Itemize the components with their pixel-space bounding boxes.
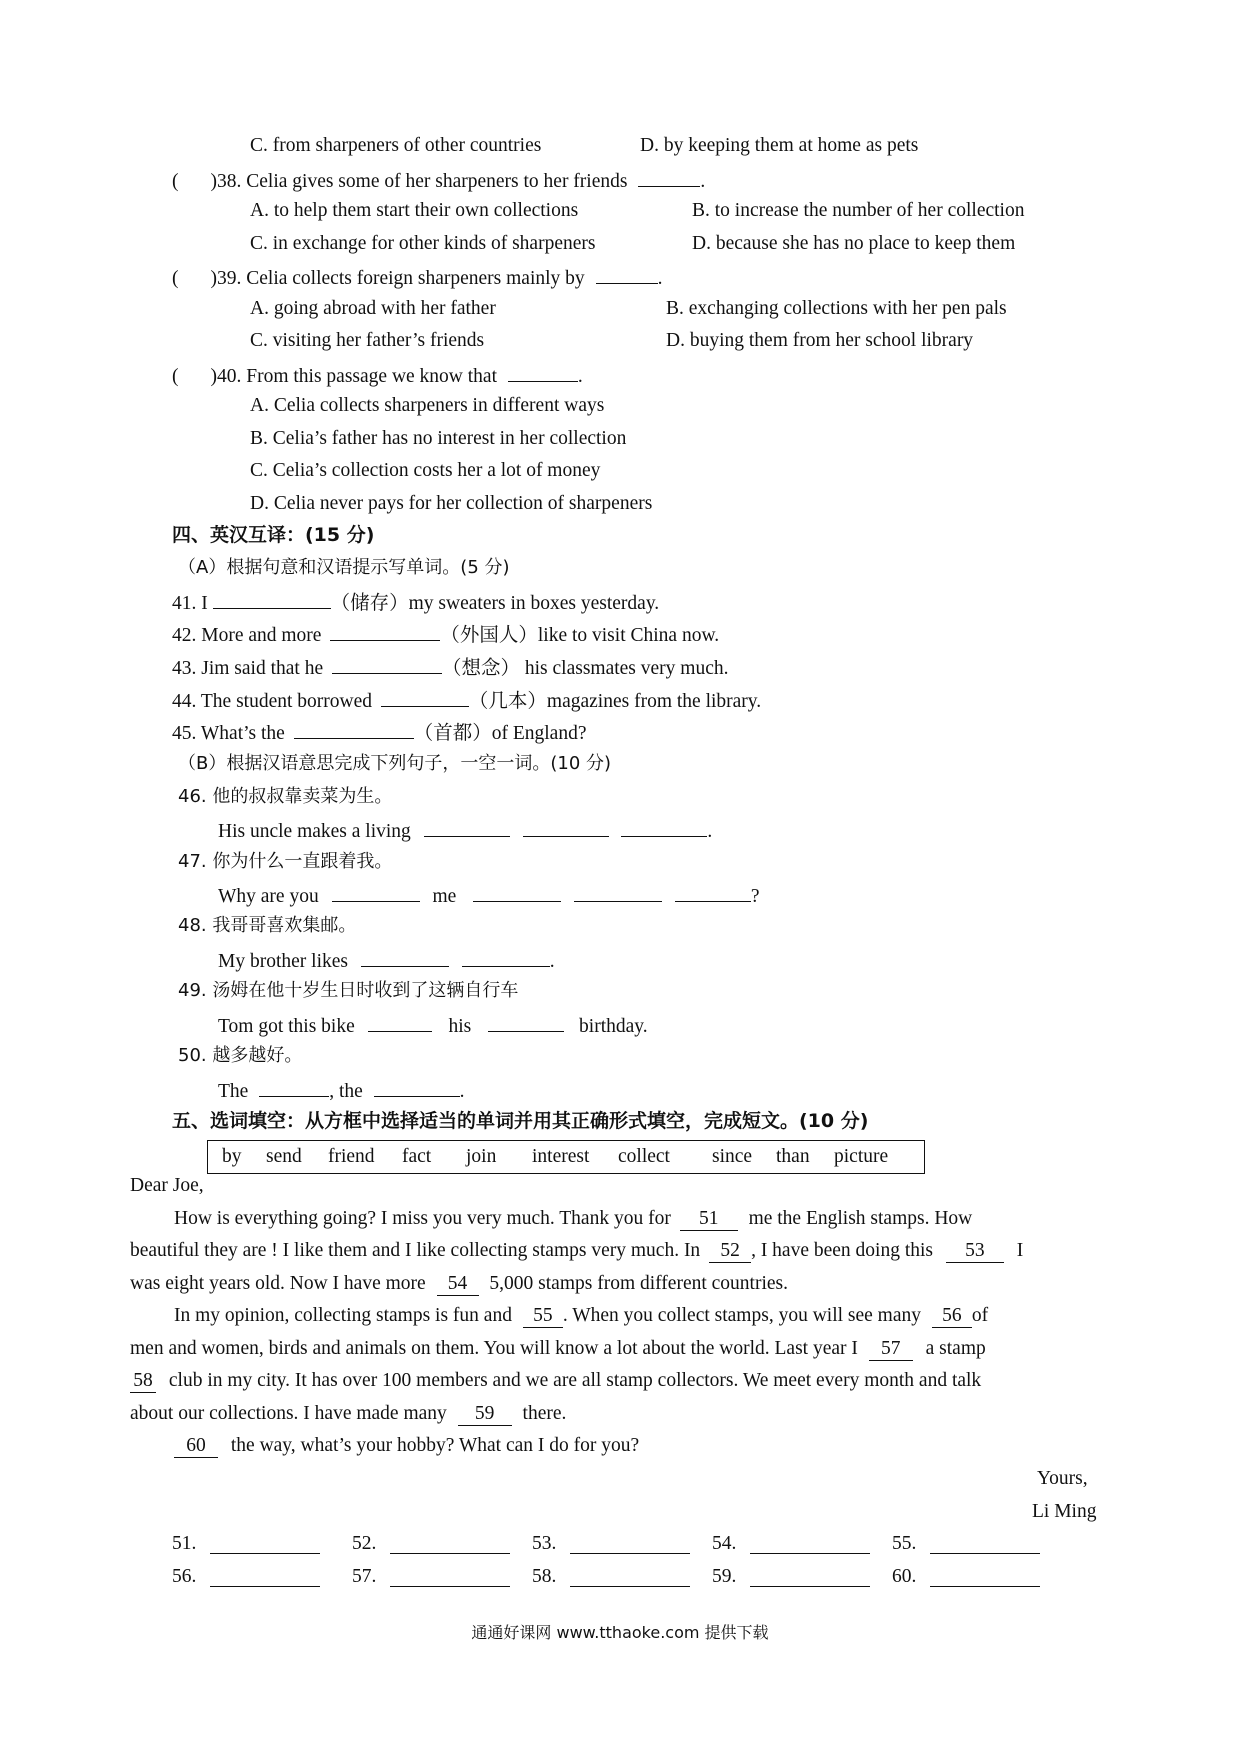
question-41: 41. I （储存）my sweaters in boxes yesterday. xyxy=(172,588,659,617)
question-43: 43. Jim said that he （想念） his classmates very much. xyxy=(172,653,729,682)
answer-blank[interactable] xyxy=(210,1533,320,1554)
answer-blank[interactable] xyxy=(570,1533,690,1554)
q40-option-d: D. Celia never pays for her collection of sharpeners xyxy=(250,493,653,514)
word-box-item: join xyxy=(466,1146,497,1167)
answer-blank[interactable] xyxy=(210,1566,320,1587)
question-44: 44. The student borrowed （几本）magazines from the library. xyxy=(172,686,761,715)
answer-blank[interactable] xyxy=(390,1566,510,1587)
question-40: ( )40. From this passage we know that . xyxy=(172,361,583,390)
answer-blank[interactable] xyxy=(750,1566,870,1587)
question-45: 45. What’s the （首都）of England? xyxy=(172,718,587,747)
word-box-item: friend xyxy=(328,1146,375,1167)
question-50-chinese: 50. 越多越好。 xyxy=(178,1045,303,1066)
question-47-english: Why are you me ? xyxy=(218,881,760,910)
blank[interactable] xyxy=(596,263,658,284)
answer-label: 59. xyxy=(712,1566,737,1587)
blank[interactable] xyxy=(638,166,700,187)
q39-option-b: B. exchanging collections with her pen pals xyxy=(666,298,1007,319)
blank[interactable] xyxy=(508,361,578,382)
letter-line: 60 the way, what’s your hobby? What can I do for you? xyxy=(174,1433,639,1459)
section-5-title: 五、选词填空：从方框中选择适当的单词并用其正确形式填空，完成短文。(10 分) xyxy=(172,1110,869,1132)
blank-58[interactable]: 58 xyxy=(130,1370,156,1393)
blank[interactable] xyxy=(424,816,510,837)
word-box-item: interest xyxy=(532,1146,590,1167)
blank[interactable] xyxy=(374,1076,460,1097)
q38-option-b: B. to increase the number of her collection xyxy=(692,200,1025,221)
blank-60[interactable]: 60 xyxy=(174,1435,218,1458)
blank[interactable] xyxy=(675,881,751,902)
question-48-english: My brother likes . xyxy=(218,946,555,975)
word-box-item: by xyxy=(222,1146,242,1167)
word-box-item: than xyxy=(776,1146,810,1167)
answer-label: 58. xyxy=(532,1566,557,1587)
blank-51[interactable]: 51 xyxy=(680,1208,738,1231)
blank-57[interactable]: 57 xyxy=(869,1338,913,1361)
q38-option-d: D. because she has no place to keep them xyxy=(692,233,1016,254)
blank[interactable] xyxy=(574,881,662,902)
question-38: ( )38. Celia gives some of her sharpeners to her friends . xyxy=(172,166,705,195)
answer-blank[interactable] xyxy=(570,1566,690,1587)
letter-line: was eight years old. Now I have more 54 5,000 stamps from different countries. xyxy=(130,1273,788,1294)
letter-line: beautiful they are ! I like them and I like collecting stamps very much. In 52 , I have been doing this 53 I xyxy=(130,1240,1024,1261)
section-4-title: 四、英汉互译：(15 分) xyxy=(172,524,375,546)
q38-option-a: A. to help them start their own collections xyxy=(250,200,579,221)
blank-56[interactable]: 56 xyxy=(932,1305,972,1328)
blank-53[interactable]: 53 xyxy=(946,1240,1004,1263)
answer-label: 53. xyxy=(532,1533,557,1554)
word-box xyxy=(207,1140,925,1174)
letter-greeting: Dear Joe, xyxy=(130,1175,204,1196)
letter-line: 58 club in my city. It has over 100 members and we are all stamp collectors. We meet every month and talk xyxy=(130,1368,981,1394)
blank[interactable] xyxy=(332,653,442,674)
blank[interactable] xyxy=(621,816,707,837)
letter-closing: Yours, xyxy=(1037,1468,1088,1489)
page-footer: 通通好课网 www.tthaoke.com 提供下载 xyxy=(471,1623,769,1642)
question-47-chinese: 47. 你为什么一直跟着我。 xyxy=(178,851,393,872)
blank[interactable] xyxy=(462,946,550,967)
question-49-chinese: 49. 汤姆在他十岁生日时收到了这辆自行车 xyxy=(178,980,519,1001)
question-49-english: Tom got this bike his birthday. xyxy=(218,1011,648,1040)
answer-label: 51. xyxy=(172,1533,197,1554)
blank[interactable] xyxy=(361,946,449,967)
blank[interactable] xyxy=(294,718,414,739)
blank-55[interactable]: 55 xyxy=(523,1305,563,1328)
q39-option-a: A. going abroad with her father xyxy=(250,298,496,319)
blank-54[interactable]: 54 xyxy=(437,1273,479,1296)
blank[interactable] xyxy=(473,881,561,902)
section-4-part-b-title: （B）根据汉语意思完成下列句子，一空一词。(10 分) xyxy=(178,753,612,774)
q40-option-c: C. Celia’s collection costs her a lot of money xyxy=(250,460,601,481)
question-42: 42. More and more （外国人）like to visit China now. xyxy=(172,620,719,649)
answer-label: 52. xyxy=(352,1533,377,1554)
question-39: ( )39. Celia collects foreign sharpeners mainly by . xyxy=(172,263,662,292)
answer-label: 60. xyxy=(892,1566,917,1587)
answer-paren: ( xyxy=(172,171,179,192)
question-46-english: His uncle makes a living . xyxy=(218,816,712,845)
q39-option-c: C. visiting her father’s friends xyxy=(250,330,485,351)
letter-signature: Li Ming xyxy=(1032,1501,1097,1522)
letter-line: How is everything going? I miss you very much. Thank you for 51 me the English stamps. How xyxy=(174,1208,973,1229)
blank[interactable] xyxy=(213,588,331,609)
word-box-item: since xyxy=(712,1146,753,1167)
letter-line: In my opinion, collecting stamps is fun and 55 . When you collect stamps, you will see many 56 of xyxy=(174,1305,989,1326)
blank[interactable] xyxy=(381,686,469,707)
answer-paren: ( xyxy=(172,366,179,387)
question-46-chinese: 46. 他的叔叔靠卖菜为生。 xyxy=(178,786,393,807)
q40-option-b: B. Celia’s father has no interest in her collection xyxy=(250,428,627,449)
answer-blank[interactable] xyxy=(750,1533,870,1554)
q37-option-c: C. from sharpeners of other countries xyxy=(250,135,542,156)
word-box-item: fact xyxy=(402,1146,432,1167)
answer-blank[interactable] xyxy=(930,1533,1040,1554)
section-4-part-a-title: （A）根据句意和汉语提示写单词。(5 分) xyxy=(178,557,510,578)
word-box-item: send xyxy=(266,1146,302,1167)
letter-line: men and women, birds and animals on them. You will know a lot about the world. Last year I 57 a stamp xyxy=(130,1338,986,1359)
letter-line: about our collections. I have made many 59 there. xyxy=(130,1403,567,1424)
blank[interactable] xyxy=(259,1076,329,1097)
blank[interactable] xyxy=(368,1011,432,1032)
word-box-item: collect xyxy=(618,1146,670,1167)
answer-row-2 xyxy=(0,1564,1240,1594)
q38-option-c: C. in exchange for other kinds of sharpeners xyxy=(250,233,596,254)
answer-paren: ( xyxy=(172,268,179,289)
question-48-chinese: 48. 我哥哥喜欢集邮。 xyxy=(178,915,357,936)
question-stem: )39. Celia collects foreign sharpeners mainly by xyxy=(210,268,585,289)
q37-option-d: D. by keeping them at home as pets xyxy=(640,135,919,156)
blank[interactable] xyxy=(332,881,420,902)
answer-label: 54. xyxy=(712,1533,737,1554)
q40-option-a: A. Celia collects sharpeners in different ways xyxy=(250,395,605,416)
question-stem: )40. From this passage we know that xyxy=(210,366,498,387)
question-stem: )38. Celia gives some of her sharpeners to her friends xyxy=(210,171,628,192)
answer-label: 57. xyxy=(352,1566,377,1587)
answer-blank[interactable] xyxy=(930,1566,1040,1587)
answer-row-1 xyxy=(0,1531,1240,1561)
word-box-item: picture xyxy=(834,1146,889,1167)
answer-label: 56. xyxy=(172,1566,197,1587)
blank-52[interactable]: 52 xyxy=(709,1240,751,1263)
question-50-english: The , the . xyxy=(218,1076,465,1105)
q39-option-d: D. buying them from her school library xyxy=(666,330,974,351)
blank-59[interactable]: 59 xyxy=(458,1403,512,1426)
blank[interactable] xyxy=(488,1011,564,1032)
answer-blank[interactable] xyxy=(390,1533,510,1554)
blank[interactable] xyxy=(330,620,440,641)
blank[interactable] xyxy=(523,816,609,837)
answer-label: 55. xyxy=(892,1533,917,1554)
